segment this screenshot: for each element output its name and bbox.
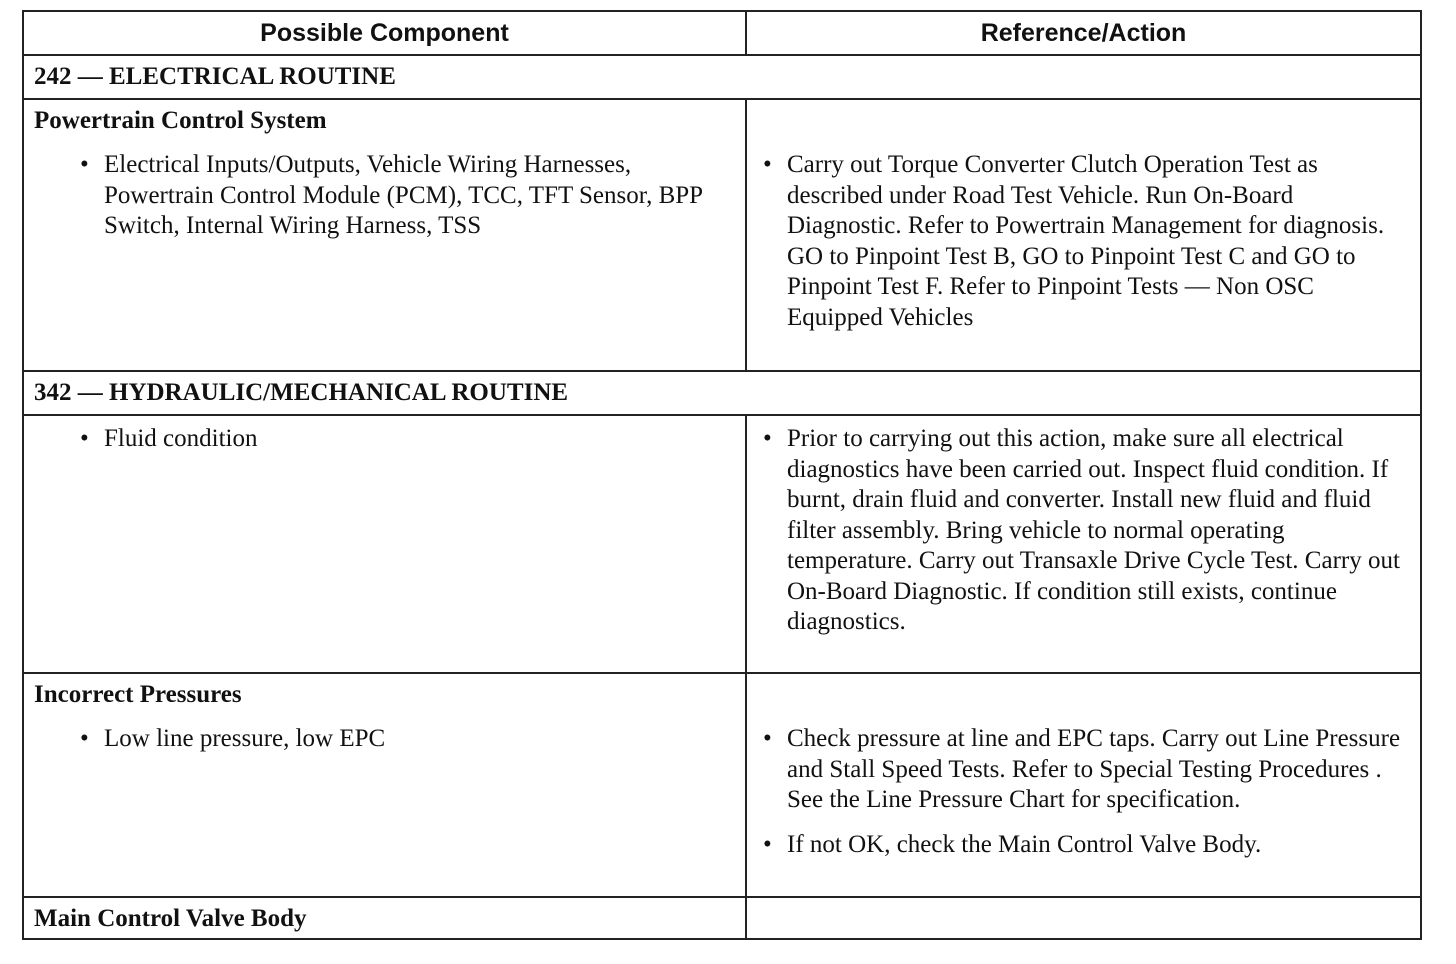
table-row: [23, 99, 1421, 371]
component-text: Low line pressure, low EPC: [104, 725, 386, 752]
action-text: Prior to carrying out this action, make sure all electrical diagnostics have been carried out. Inspect fluid condition. If burnt, drain fluid and converter. Install new fluid and fluid filter assembly. Bring vehicle to normal operating temperature. Carry out Transaxle Drive Cycle Test. Carry out On-Board Diagnostic. If condition still exists, continue diagnostics.: [787, 425, 1400, 635]
action-list: [747, 424, 1420, 638]
bullet-icon: •: [763, 830, 772, 858]
bullet-icon: •: [763, 725, 772, 752]
list-item: [747, 424, 1420, 638]
action-list: [747, 724, 1420, 860]
component-list: [24, 724, 745, 755]
list-item: [24, 150, 745, 242]
component-cell: [23, 673, 746, 897]
table-row: [23, 673, 1421, 897]
table-row: [23, 415, 1421, 673]
action-cell: [746, 415, 1421, 673]
group-title: Incorrect Pressures: [34, 681, 242, 708]
bullet-icon: •: [80, 425, 89, 452]
action-cell: [746, 897, 1421, 939]
bullet-icon: •: [80, 151, 89, 178]
header-possible-component: Possible Component: [23, 11, 746, 55]
group-title: Powertrain Control System: [34, 107, 327, 134]
bullet-icon: •: [763, 425, 772, 452]
component-list: [24, 150, 745, 242]
action-text: Check pressure at line and EPC taps. Carry out Line Pressure and Stall Speed Tests. Refer to Special Testing Procedures . See the Line Pressure Chart for specification.: [787, 725, 1401, 813]
routine-title: 242 — ELECTRICAL ROUTINE: [23, 55, 1421, 99]
component-text: Electrical Inputs/Outputs, Vehicle Wiring Harnesses, Powertrain Control Module (PCM), TCC, TFT Sensor, BPP Switch, Internal Wiring Harness, TSS: [104, 151, 703, 239]
action-cell: [746, 99, 1421, 371]
bullet-icon: •: [80, 725, 89, 752]
diagnosis-table: [22, 10, 1422, 940]
list-item: [24, 724, 745, 755]
list-item: [747, 830, 1420, 861]
header-reference-action: Reference/Action: [746, 11, 1421, 55]
list-item: [24, 424, 745, 455]
component-cell: [23, 897, 746, 939]
header-row: [23, 11, 1421, 55]
routine-row-hydraulic: [23, 371, 1421, 415]
action-text: If not OK, check the Main Control Valve Body.: [787, 830, 1262, 858]
component-cell: [23, 99, 746, 371]
routine-title: 342 — HYDRAULIC/MECHANICAL ROUTINE: [23, 371, 1421, 415]
list-item: [747, 724, 1420, 816]
group-title: Main Control Valve Body: [34, 905, 307, 932]
action-text: Carry out Torque Converter Clutch Operation Test as described under Road Test Vehicle. Run On-Board Diagnostic. Refer to Powertrain Management for diagnosis. GO to Pinpoint Test B, GO to Pinpoint Test C and GO to Pinpoint Test F. Refer to Pinpoint Tests — Non OSC Equipped Vehicles: [787, 151, 1385, 331]
bullet-icon: •: [763, 151, 772, 178]
component-text: Fluid condition: [104, 425, 258, 452]
action-cell: [746, 673, 1421, 897]
diagnosis-table-sheet: [22, 10, 1420, 940]
action-list: [747, 150, 1420, 333]
component-cell: [23, 415, 746, 673]
table-row: [23, 897, 1421, 939]
list-item: [747, 150, 1420, 333]
routine-row-electrical: [23, 55, 1421, 99]
component-list: [24, 424, 745, 455]
